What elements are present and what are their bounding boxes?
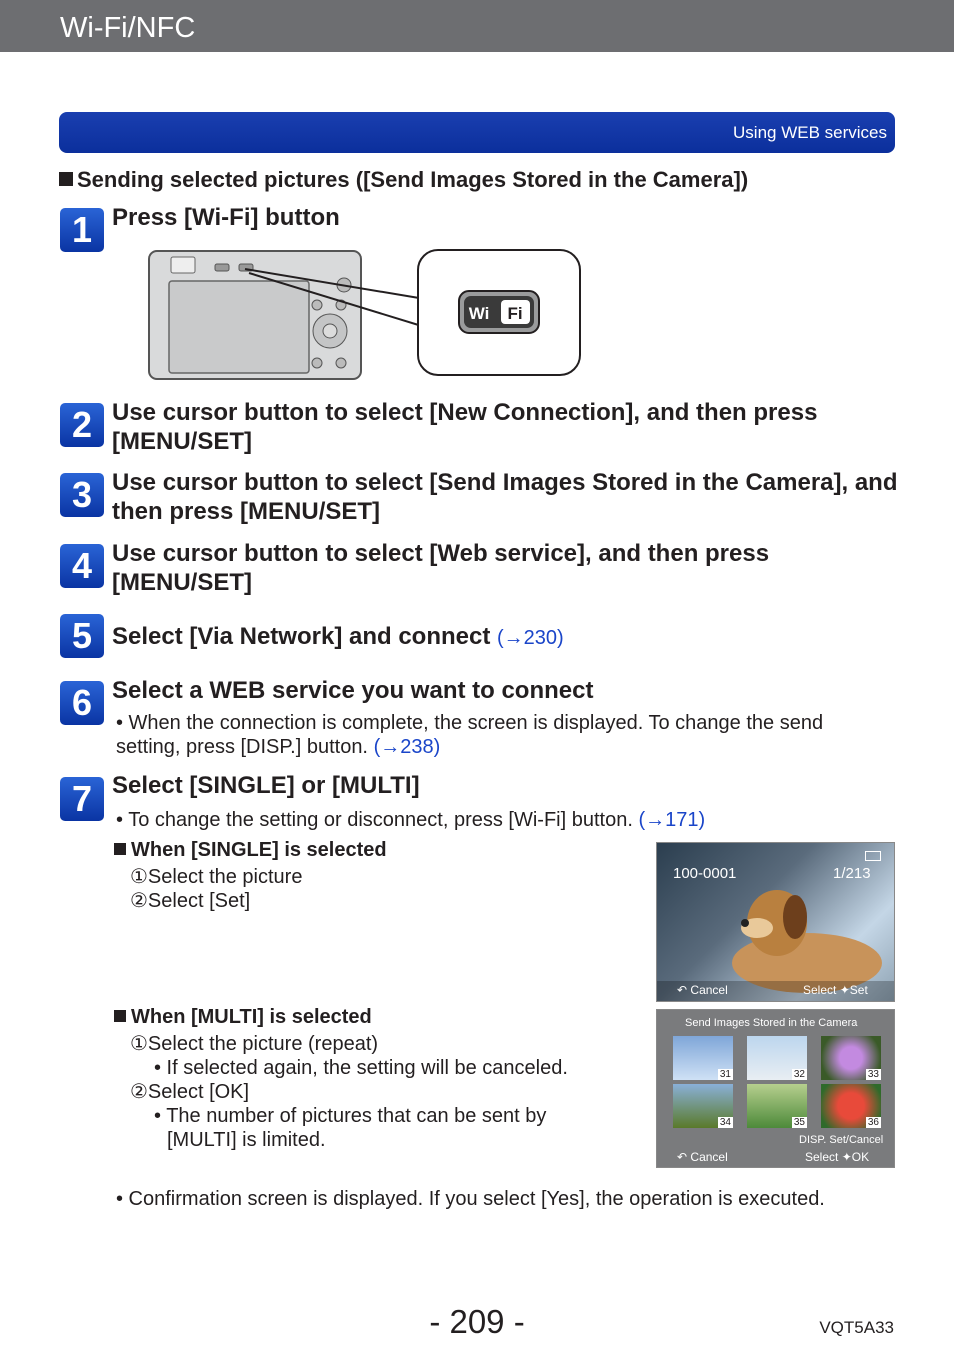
thumbnail[interactable]: 32 [747, 1036, 807, 1080]
cancel-soft-key[interactable]: ↶ Cancel [677, 1150, 728, 1164]
step-title-6: Select a WEB service you want to connect [112, 677, 594, 704]
battery-icon [865, 851, 881, 861]
thumbnail[interactable]: 33 [821, 1036, 881, 1080]
step-7-note: • To change the setting or disconnect, press [Wi-Fi] button. (→171) [116, 809, 706, 831]
step-number-6: 6 [60, 681, 104, 725]
single-screen-image [656, 842, 895, 1002]
photo-counter: 100-0001 [673, 865, 737, 882]
thumbnail[interactable]: 34 [673, 1084, 733, 1128]
section-bar [59, 112, 895, 153]
square-bullet-icon [59, 172, 73, 186]
wifi-label-fi: Fi [507, 304, 523, 323]
back-arrow-icon: ↶ [677, 1150, 688, 1164]
step-number-3: 3 [60, 473, 104, 517]
cursor-icon: ✦ [839, 983, 850, 997]
step-number-5: 5 [60, 614, 104, 658]
page-ref-link[interactable]: (→238) [373, 736, 441, 758]
square-bullet-icon [114, 843, 126, 855]
step-number-2: 2 [60, 403, 104, 447]
single-item-1: ①Select the picture [130, 866, 303, 888]
step-number-4: 4 [60, 544, 104, 588]
multi-item-1-note: • If selected again, the setting will be canceled. [154, 1057, 568, 1079]
page-ref-link[interactable]: (→230) [497, 627, 564, 649]
cursor-icon: ✦ [841, 1150, 852, 1164]
step-number-7: 7 [60, 777, 104, 821]
step-title-2: Use cursor button to select [New Connection], and then press [MENU/SET] [112, 399, 818, 455]
page-heading: Sending selected pictures ([Send Images Stored in the Camera]) [59, 167, 748, 193]
thumbnail[interactable]: 36 [821, 1084, 881, 1128]
multi-screen-title: Send Images Stored in the Camera [685, 1017, 858, 1029]
select-set-soft-key[interactable]: Select ✦Set [803, 983, 868, 997]
step-title-5: Select [Via Network] and connect (→230) [112, 623, 564, 650]
step-title-7: Select [SINGLE] or [MULTI] [112, 772, 420, 799]
chapter-title: Wi-Fi/NFC [60, 12, 196, 44]
square-bullet-icon [114, 1010, 126, 1022]
step-6-note: • When the connection is complete, the screen is displayed. To change the send setting, press [DISP.] button. (→238) [116, 712, 824, 758]
step-title-3: Use cursor button to select [Send Images Stored in the Camera], and then press [MENU/SET] [112, 469, 898, 525]
multi-item-1: ①Select the picture (repeat) [130, 1033, 379, 1055]
disp-set-cancel-key[interactable]: DISP. Set/Cancel [799, 1134, 884, 1146]
page-number: - 209 - [429, 1303, 525, 1340]
thumbnail[interactable]: 31 [673, 1036, 733, 1080]
step-number-1: 1 [60, 208, 104, 252]
multi-heading: When [MULTI] is selected [114, 1006, 372, 1029]
thumbnail[interactable]: 35 [747, 1084, 807, 1128]
photo-index: 1/213 [833, 865, 871, 882]
single-heading: When [SINGLE] is selected [114, 839, 387, 862]
step-title-4: Use cursor button to select [Web service], and then press [MENU/SET] [112, 540, 770, 596]
multi-screen-image [656, 1009, 895, 1168]
confirmation-note: • Confirmation screen is displayed. If you select [Yes], the operation is executed. [116, 1188, 825, 1210]
camera-wifi-illustration [145, 245, 585, 385]
wifi-label-wi: Wi [468, 304, 490, 323]
document-code: VQT5A33 [819, 1318, 894, 1337]
multi-item-2: ②Select [OK] [130, 1081, 250, 1103]
cancel-soft-key[interactable]: ↶ Cancel [677, 983, 728, 997]
select-ok-soft-key[interactable]: Select ✦OK [805, 1150, 870, 1164]
section-label: Using WEB services [733, 123, 887, 142]
single-item-2: ②Select [Set] [130, 890, 251, 912]
step-title-1: Press [Wi-Fi] button [112, 204, 340, 231]
back-arrow-icon: ↶ [677, 983, 688, 997]
page-ref-link[interactable]: (→171) [638, 809, 706, 831]
multi-item-2-note: • The number of pictures that can be sent by [MULTI] is limited. [154, 1105, 547, 1151]
